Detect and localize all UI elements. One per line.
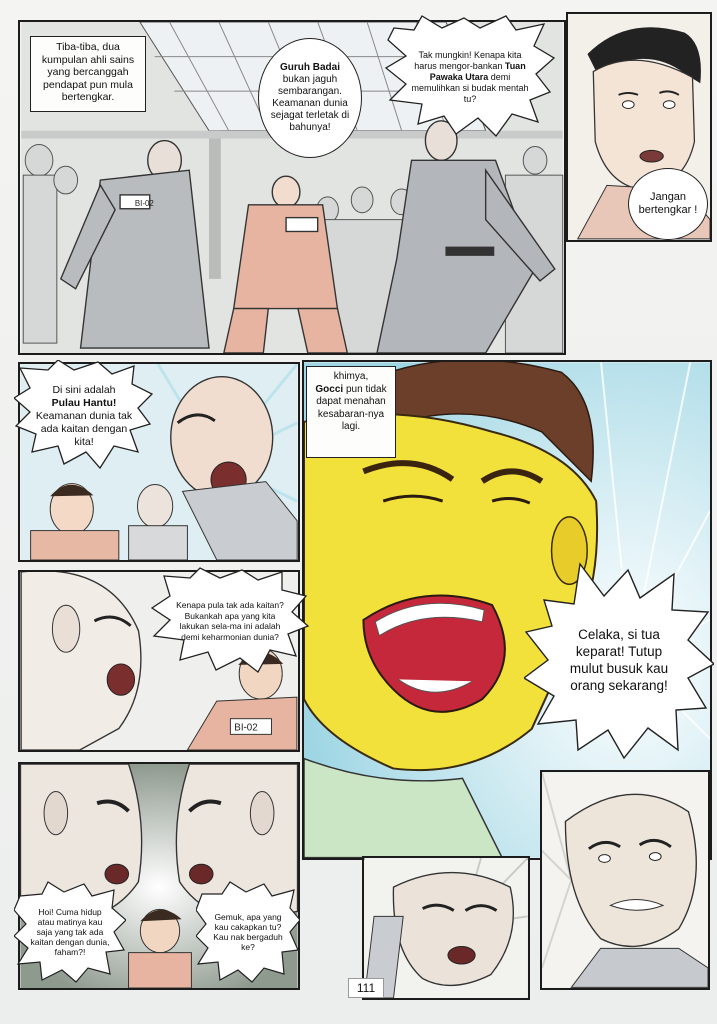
caption-intro: Tiba-tiba, dua kumpulan ahli sains yang bercanggah pendapat pun mula bertengkar. xyxy=(30,36,146,112)
gocci-text-2: pun tidak dapat menahan kesabaran-nya lagi. xyxy=(316,383,387,432)
shout-burst-celaka xyxy=(524,560,714,760)
shout-burst-pawaka xyxy=(384,14,556,140)
caption-gocci xyxy=(306,366,396,458)
pawaka-text-1: Tak mungkin! Kenapa kita harus mengor-bankan xyxy=(414,49,522,71)
bubble-guruh-text: bukan jaguh sembarangan. Keamanan dunia sejagat terletak di bahunya! xyxy=(270,74,350,133)
speech-bubble-guruh xyxy=(258,38,362,158)
uniform-label: BI-02 xyxy=(234,722,258,734)
gocci-text-1: khimya, xyxy=(333,371,369,382)
shout-burst-hoi xyxy=(14,880,126,984)
panel-old-man-sneer xyxy=(540,770,710,990)
old-man-sneer-art xyxy=(542,772,708,988)
name-tuan-pawaka: Tuan Pawaka Utara xyxy=(429,60,526,82)
shout-burst-pulau-hantu xyxy=(14,360,154,472)
panel-angry-elder xyxy=(362,856,530,1000)
shout-burst-gemuk xyxy=(196,880,300,984)
speech-bubble-jangan xyxy=(628,168,708,240)
pulau-text-2: Keamanan dunia tak ada kaitan dengan kita! xyxy=(35,409,133,448)
name-pulau-hantu: Pulau Hantu! xyxy=(51,396,117,409)
angry-elder-art xyxy=(364,858,528,998)
celaka-text: Celaka, si tua keparat! Tutup mulut busuk kau orang sekarang! xyxy=(569,627,669,693)
shout-burst-kenapa xyxy=(150,566,310,676)
bubble-jangan-text: Jangan bertengkar ! xyxy=(638,191,698,216)
gemuk-text: Gemuk, apa yang kau cakapkan tu? Kau nak bergaduh ke? xyxy=(213,912,283,952)
kenapa-text: Kenapa pula tak ada kaitan? Bukankah apa yang kita lakukan sela-ma ini adalah demi keharmonian dunia? xyxy=(176,600,284,642)
uniform-label: BI-02 xyxy=(134,198,154,208)
hoi-text: Hoi! Cuma hidup atau matinya kau saja yang tak ada kaitan dengan dunia, faham?! xyxy=(30,907,110,957)
pulau-text-1: Di sini adalah xyxy=(52,383,116,396)
name-guruh-badai: Guruh Badai xyxy=(279,62,340,73)
page-number: 111 xyxy=(348,978,384,998)
name-gocci: Gocci xyxy=(315,383,344,395)
pawaka-text-2: demi memulihkan si budak mentah tu? xyxy=(411,71,529,104)
